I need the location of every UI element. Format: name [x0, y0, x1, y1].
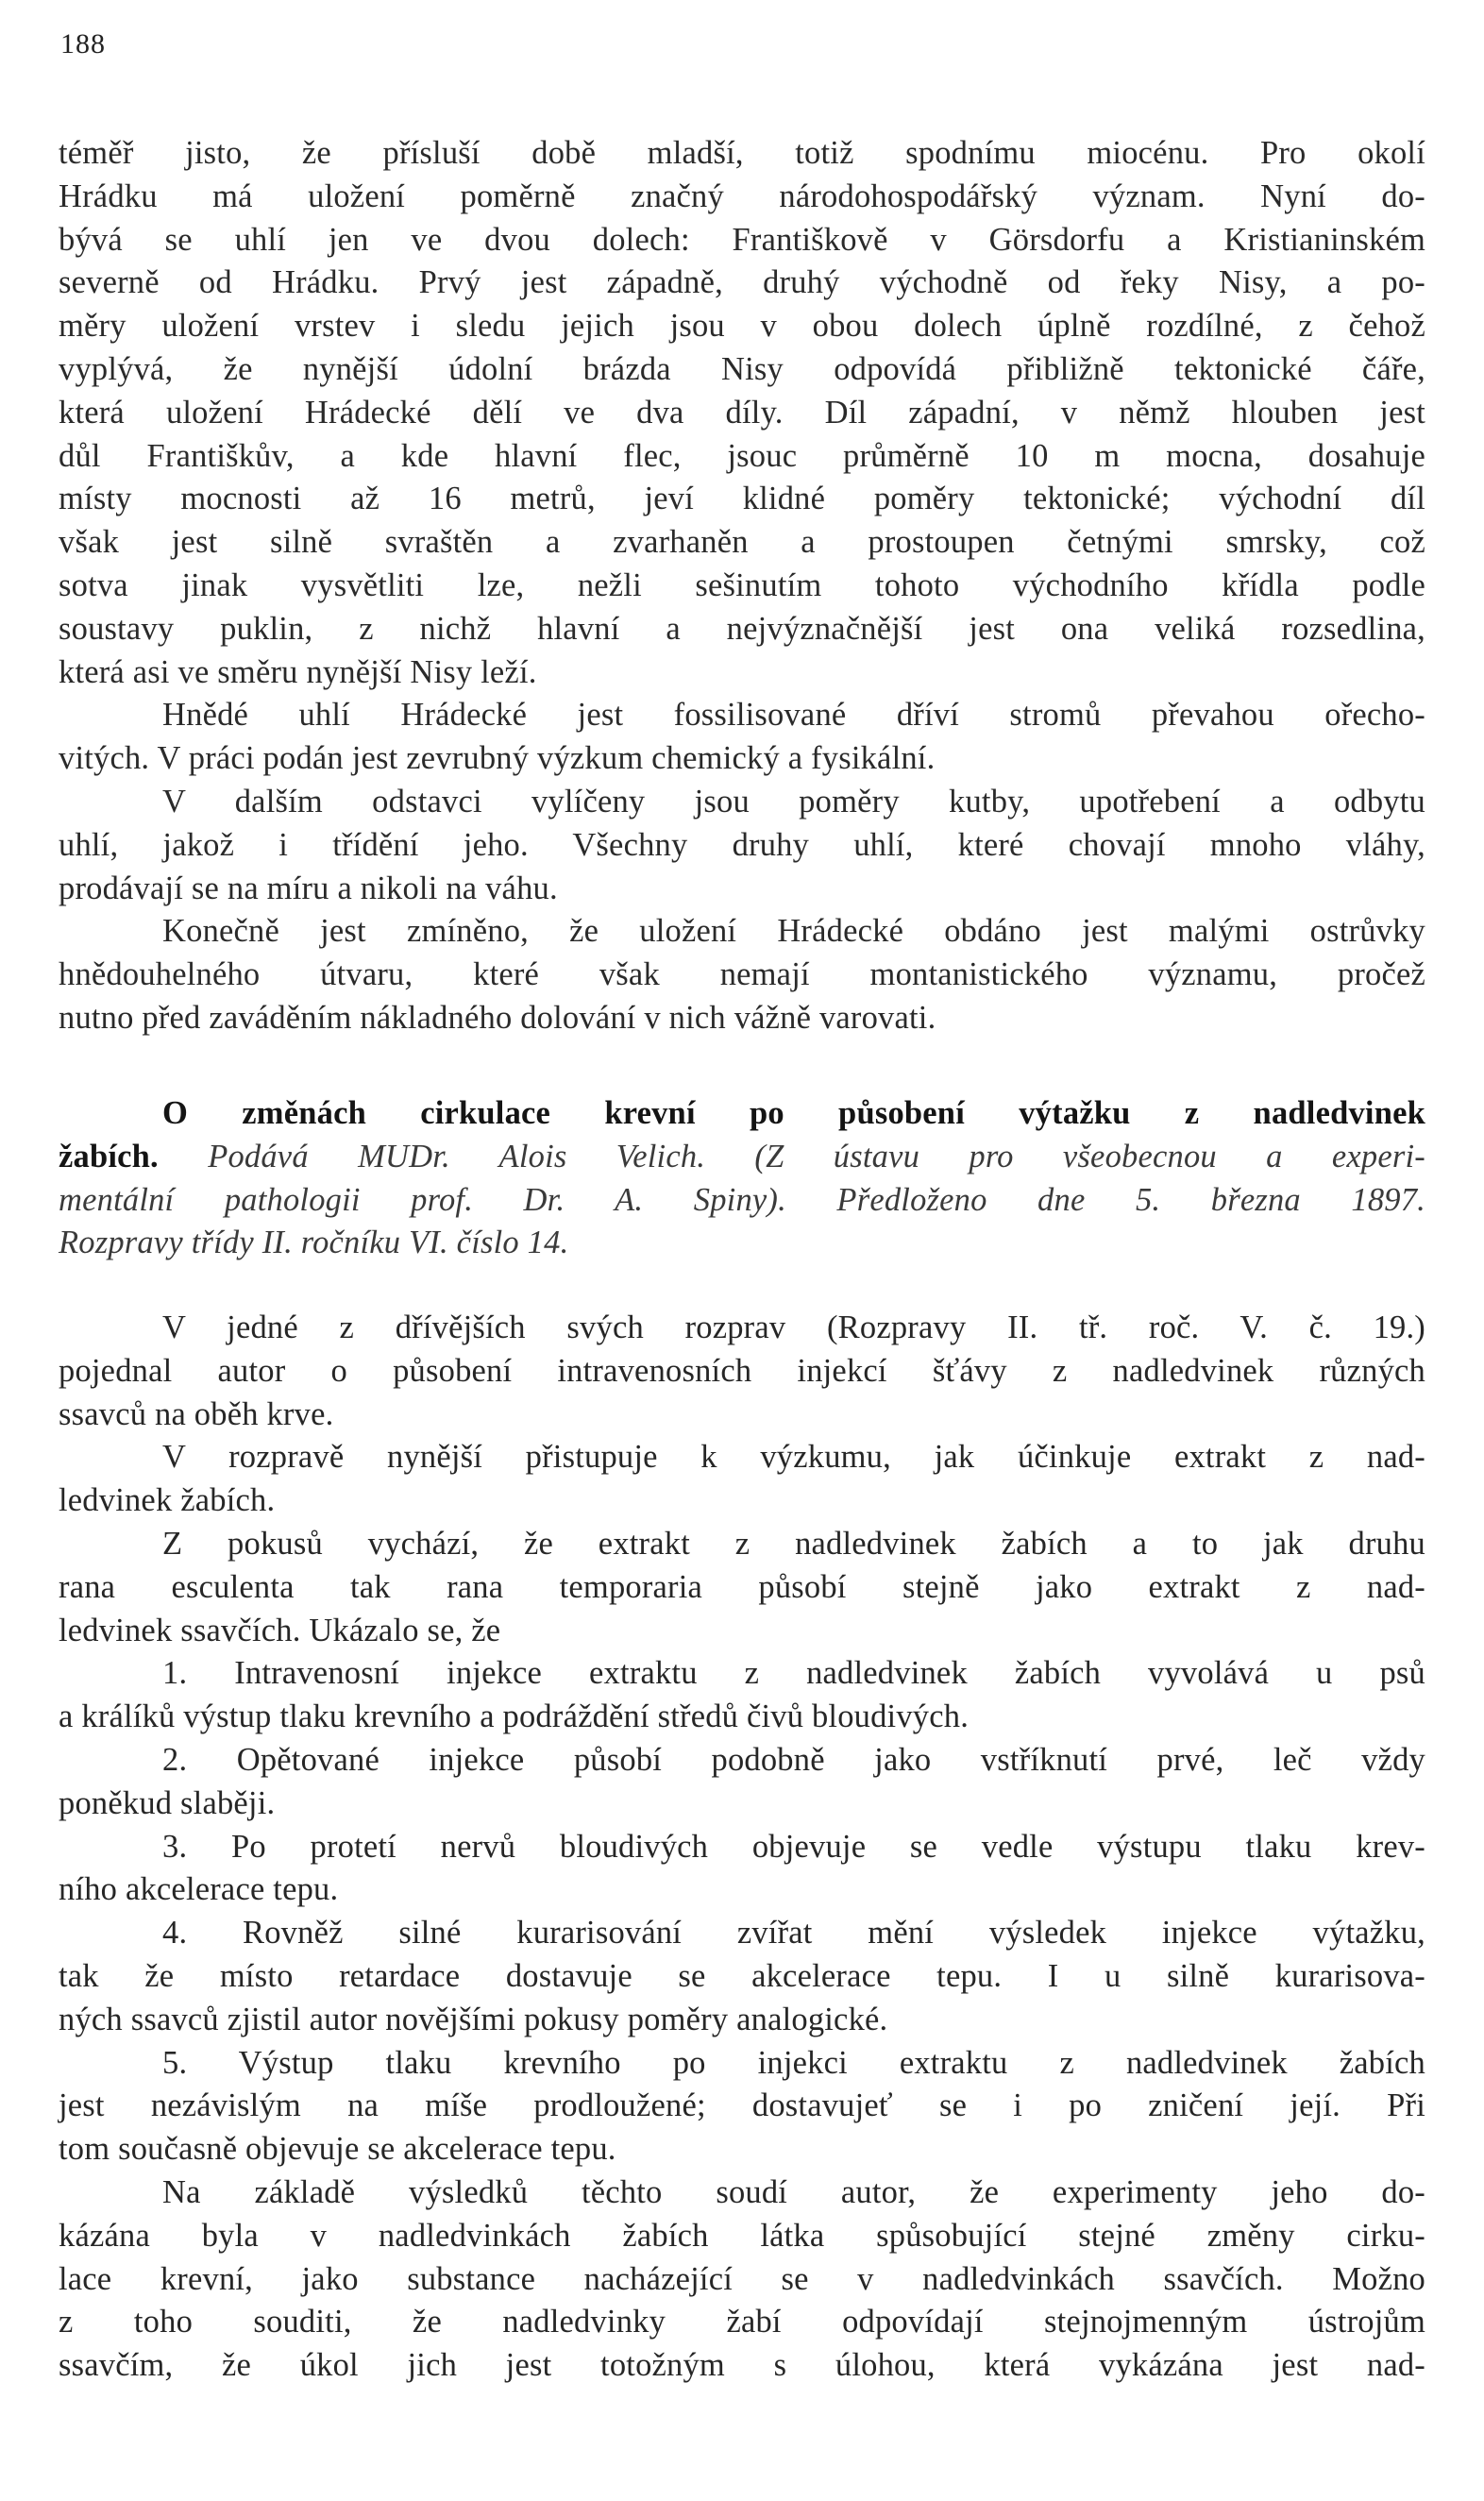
text-line: kázána byla v nadledvinkách žabích látka spůsobující stejné změny cirku- — [59, 2217, 1425, 2254]
article-title-end: žabích. — [59, 1138, 159, 1174]
text-line: však jest silně svraštěn a zvarhaněn a prostoupen četnými smrsky, což — [59, 524, 1425, 561]
text-line: téměř jisto, že přísluší době mladší, totiž spodnímu miocénu. Pro okolí — [59, 135, 1425, 171]
text-line: uhlí, jakož i třídění jeho. Všechny druhy uhlí, které chovají mnoho vláhy, — [59, 826, 1425, 863]
text-line: lace krevní, jako substance nacházející se v nadledvinkách ssavčích. Možno — [59, 2260, 1425, 2297]
text-line: severně od Hrádku. Prvý jest západně, druhý východně od řeky Nisy, a po- — [59, 264, 1425, 301]
text-line: ných ssavců zjistil autor novějšími pokusy poměry analogické. — [59, 2001, 888, 2037]
text-line: V jedné z dřívějších svých rozprav (Rozpravy II. tř. roč. V. č. 19.) — [162, 1310, 1425, 1345]
body-text-section-1 — [59, 132, 1425, 1040]
text-line: ledvinek žabích. — [59, 1482, 276, 1519]
text-line: jest nezávislým na míše prodloužené; dostavujeť se i po zničení její. Při — [59, 2087, 1425, 2124]
numbered-item: 3. Po protetí nervů bloudivých objevuje se vedle výstupu tlaku krev- — [162, 1828, 1425, 1865]
text-line: vyplývá, že nynější údolní brázda Nisy odpovídá přibližně tektonické čáře, — [59, 350, 1425, 387]
text-line: V rozpravě nynější přistupuje k výzkumu, jak účinkuje extrakt z nad- — [162, 1439, 1425, 1476]
article-byline: Podává MUDr. Alois Velich. (Z ústavu pro všeobecnou a experi- — [208, 1138, 1425, 1174]
text-line: prodávají se na míru a nikoli na váhu. — [59, 870, 558, 906]
text-line: ledvinek ssavčích. Ukázalo se, že — [59, 1612, 501, 1648]
text-line: Hnědé uhlí Hrádecké jest fossilisované dříví stromů převahou ořecho- — [162, 697, 1425, 734]
text-line: bývá se uhlí jen ve dvou dolech: Františkově v Görsdorfu a Kristianinském — [59, 221, 1425, 258]
text-line: Z pokusů vychází, že extrakt z nadledvinek žabích a to jak druhu — [162, 1525, 1425, 1562]
text-line: pojednal autor o působení intravenosních injekcí šťávy z nadledvinek různých — [59, 1352, 1425, 1389]
text-line: poněkud slaběji. — [59, 1784, 276, 1821]
text-line: Hrádku má uložení poměrně značný národohospodářský význam. Nyní do- — [59, 177, 1425, 214]
text-line: sotva jinak vysvětliti lze, nežli sešinutím tohoto východního křídla podle — [59, 566, 1425, 603]
article-byline-continued: mentální pathologii prof. Dr. A. Spiny). Předloženo dne 5. března 1897. — [59, 1181, 1425, 1218]
text-line: nutno před zaváděním nákladného dolování v nich vážně varovati. — [59, 999, 936, 1036]
page-number: 188 — [60, 28, 106, 59]
body-text-section-2 — [59, 1307, 1425, 2388]
article-title: O změnách cirkulace krevní po působení výtažku z nadledvinek — [162, 1095, 1425, 1131]
text-line: vitých. V práci podán jest zevrubný výzkum chemický a fysikální. — [59, 740, 936, 777]
text-line: důl Františkův, a kde hlavní flec, jsouc průměrně 10 m mocna, dosahuje — [59, 437, 1425, 474]
numbered-item: 4. Rovněž silné kurarisování zvířat mění výsledek injekce výtažku, — [162, 1915, 1425, 1952]
text-line: ssavčím, že úkol jich jest totožným s úlohou, která vykázána jest nad- — [59, 2347, 1425, 2384]
text-line: V dalším odstavci vylíčeny jsou poměry kutby, upotřebení a odbytu — [162, 783, 1425, 820]
article-heading — [59, 1092, 1425, 1265]
article-title-continued — [59, 1136, 1425, 1179]
text-line: tom současně objevuje se akcelerace tepu. — [59, 2131, 616, 2168]
text-line: Konečně jest zmíněno, že uložení Hrádecké obdáno jest malými ostrůvky — [162, 913, 1425, 950]
text-line: která uložení Hrádecké dělí ve dva díly. Díl západní, v němž hlouben jest — [59, 394, 1425, 431]
text-line: která asi ve směru nynější Nisy leží. — [59, 653, 537, 690]
text-line: soustavy puklin, z nichž hlavní a nejvýznačnější jest ona veliká rozsedlina, — [59, 610, 1425, 647]
text-line: ssavců na oběh krve. — [59, 1395, 334, 1432]
text-line: rana esculenta tak rana temporaria působí stejně jako extrakt z nad- — [59, 1568, 1425, 1605]
text-line: hnědouhelného útvaru, které však nemají montanistického významu, pročež — [59, 956, 1425, 993]
text-line: Na základě výsledků těchto soudí autor, že experimenty jeho do- — [162, 2173, 1425, 2210]
numbered-item: 2. Opětované injekce působí podobně jako vstříknutí prvé, leč vždy — [162, 1741, 1425, 1778]
numbered-item: 5. Výstup tlaku krevního po injekci extraktu z nadledvinek žabích — [162, 2044, 1425, 2081]
text-line: tak že místo retardace dostavuje se akcelerace tepu. I u silně kurarisova- — [59, 1957, 1425, 1994]
numbered-item: 1. Intravenosní injekce extraktu z nadledvinek žabích vyvolává u psů — [162, 1655, 1425, 1692]
text-line: ního akcelerace tepu. — [59, 1871, 339, 1908]
text-line: z toho souditi, že nadledvinky žabí odpovídají stejnojmenným ústrojům — [59, 2304, 1425, 2340]
text-line: místy mocnosti až 16 metrů, jeví klidné poměry tektonické; východní díl — [59, 481, 1425, 517]
article-citation: Rozpravy třídy II. ročníku VI. číslo 14. — [59, 1225, 569, 1261]
text-line: a králíků výstup tlaku krevního a podráždění středů čivů bloudivých. — [59, 1698, 970, 1735]
text-line: měry uložení vrstev i sledu jejich jsou v obou dolech úplně rozdílné, z čehož — [59, 308, 1425, 345]
